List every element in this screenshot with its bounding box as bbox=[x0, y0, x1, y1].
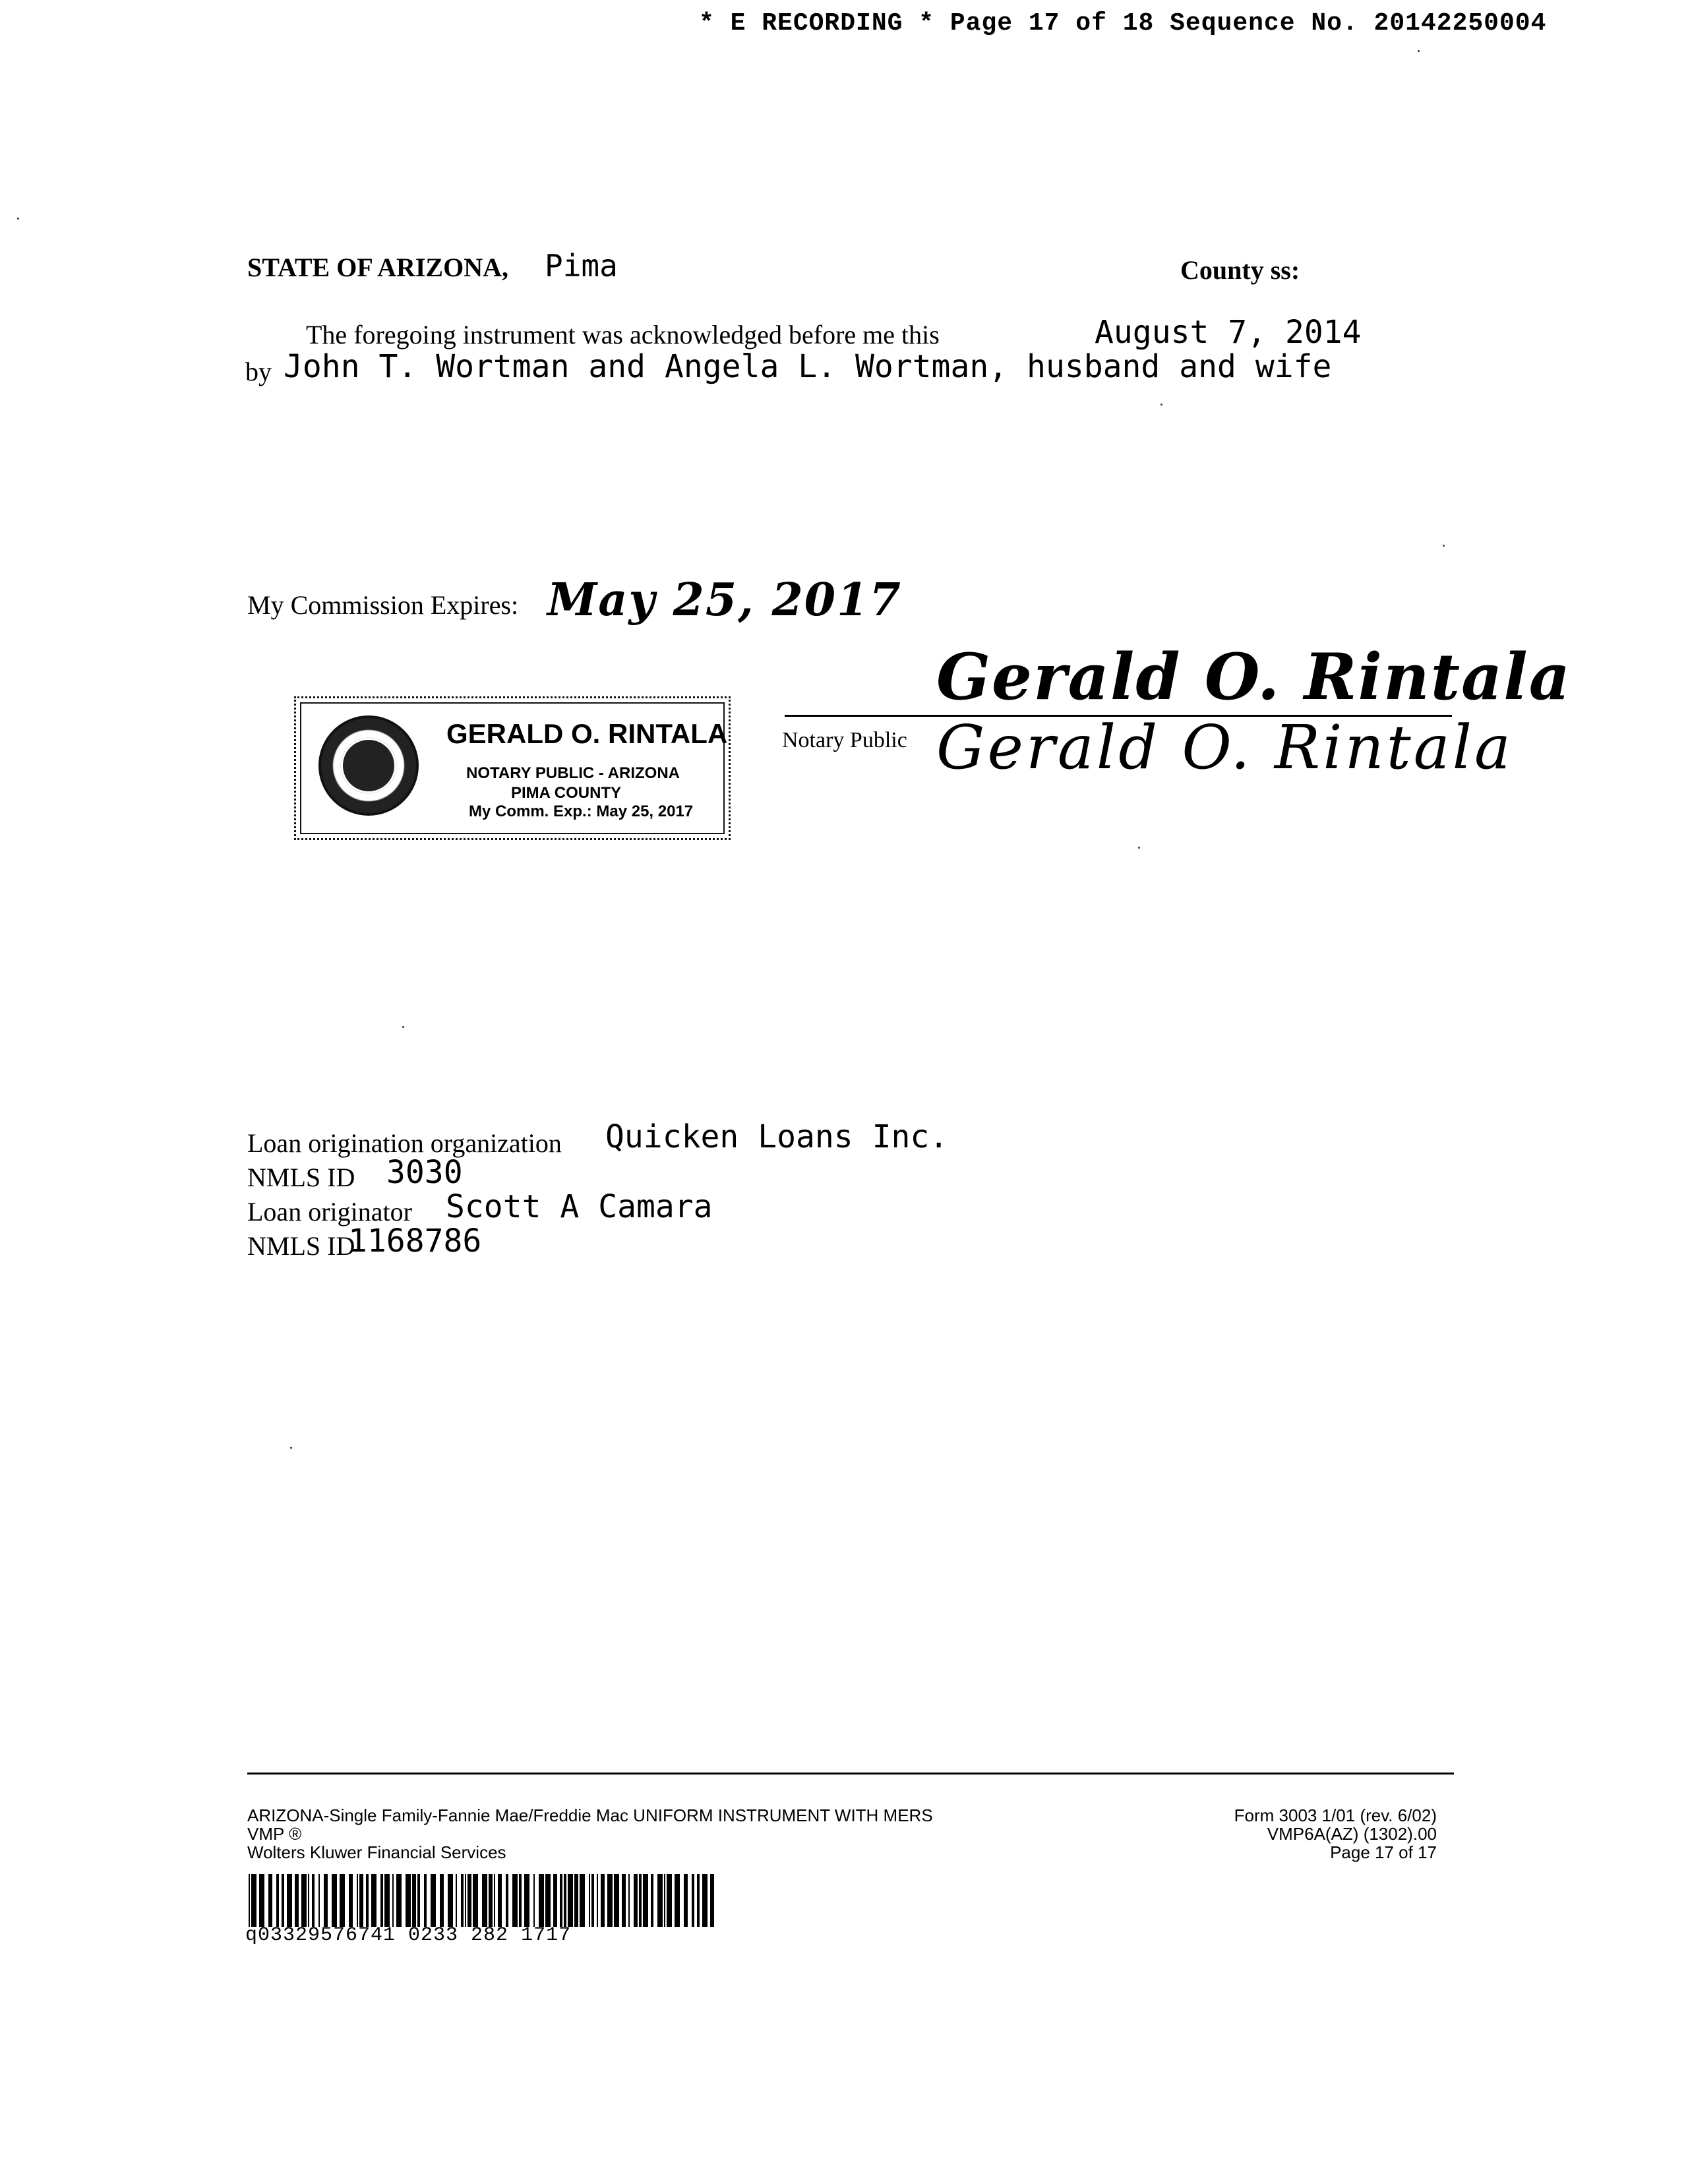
barcode-bar bbox=[506, 1874, 508, 1927]
barcode-bar bbox=[591, 1874, 594, 1927]
acknowledged-names: John T. Wortman and Angela L. Wortman, husband and wife bbox=[284, 348, 1332, 385]
barcode-bar bbox=[417, 1874, 420, 1927]
notary-public-label: Notary Public bbox=[782, 728, 907, 752]
barcode-bar bbox=[359, 1874, 363, 1927]
barcode-bar bbox=[539, 1874, 544, 1927]
barcode-bar bbox=[396, 1874, 402, 1927]
scan-speck bbox=[1418, 50, 1420, 52]
barcode-bar bbox=[545, 1874, 551, 1927]
notary-stamp bbox=[294, 696, 731, 840]
barcode-bar bbox=[287, 1874, 292, 1927]
scan-speck bbox=[402, 1026, 404, 1028]
barcode-bar bbox=[614, 1874, 619, 1927]
barcode-bar bbox=[574, 1874, 578, 1927]
by-label: by bbox=[245, 357, 272, 386]
loan-originator-label: Loan originator bbox=[247, 1197, 412, 1227]
barcode-bar bbox=[251, 1874, 256, 1927]
barcode-bar bbox=[622, 1874, 626, 1927]
barcode-bar bbox=[268, 1874, 272, 1927]
barcode-bar bbox=[332, 1874, 337, 1927]
notary-printed-name: Gerald O. Rintala bbox=[936, 712, 1513, 783]
footer-rule bbox=[247, 1773, 1454, 1774]
acknowledgment-date: August 7, 2014 bbox=[1095, 314, 1362, 351]
barcode-bar bbox=[301, 1874, 307, 1927]
recording-header: * E RECORDING * Page 17 of 18 Sequence No. 20142250004 bbox=[699, 9, 1547, 38]
barcode-bar bbox=[384, 1874, 390, 1927]
barcode-bar bbox=[295, 1874, 299, 1927]
barcode-bar bbox=[643, 1874, 648, 1927]
scan-speck bbox=[17, 218, 19, 220]
footer-form-title: ARIZONA-Single Family-Fannie Mae/Freddie Mac UNIFORM INSTRUMENT WITH MERS bbox=[247, 1805, 933, 1825]
footer-vmp: VMP ® bbox=[247, 1824, 302, 1844]
stamp-county: PIMA COUNTY bbox=[511, 784, 622, 802]
barcode-bar bbox=[312, 1874, 315, 1927]
barcode-bar bbox=[692, 1874, 694, 1927]
loan-org-label: Loan origination organization bbox=[247, 1128, 562, 1158]
barcode-bar bbox=[366, 1874, 369, 1927]
barcode-bar bbox=[357, 1874, 358, 1927]
barcode-bar bbox=[564, 1874, 566, 1927]
barcode-bar bbox=[473, 1874, 478, 1927]
barcode-bar bbox=[276, 1874, 279, 1927]
barcode-bar bbox=[651, 1874, 653, 1927]
barcode-bar bbox=[259, 1874, 264, 1927]
barcode-bar bbox=[710, 1874, 714, 1927]
barcode-bar bbox=[392, 1874, 394, 1927]
barcode-bar bbox=[639, 1874, 642, 1927]
barcode-bar bbox=[498, 1874, 502, 1927]
barcode-bar bbox=[465, 1874, 466, 1927]
stamp-title: NOTARY PUBLIC - ARIZONA bbox=[466, 764, 680, 782]
loan-originator-value: Scott A Camara bbox=[446, 1188, 713, 1225]
barcode-bar bbox=[697, 1874, 700, 1927]
acknowledgment-text: The foregoing instrument was acknowledged before me this bbox=[306, 320, 940, 349]
barcode-bar bbox=[634, 1874, 638, 1927]
barcode-bar bbox=[249, 1874, 250, 1927]
barcode-bar bbox=[380, 1874, 383, 1927]
barcode-bar bbox=[371, 1874, 377, 1927]
barcode-bar bbox=[467, 1874, 471, 1927]
barcode-bar bbox=[494, 1874, 495, 1927]
barcode-bar bbox=[519, 1874, 522, 1927]
barcode-bar bbox=[702, 1874, 708, 1927]
barcode-bar bbox=[308, 1874, 309, 1927]
barcode-bar bbox=[533, 1874, 535, 1927]
scan-speck bbox=[1138, 847, 1140, 849]
scan-speck bbox=[1443, 545, 1445, 547]
footer-form-code: VMP6A(AZ) (1302).00 bbox=[1267, 1824, 1437, 1844]
barcode-bar bbox=[324, 1874, 328, 1927]
barcode-bar bbox=[349, 1874, 353, 1927]
footer-form-number: Form 3003 1/01 (rev. 6/02) bbox=[1234, 1805, 1437, 1825]
barcode-bar bbox=[580, 1874, 585, 1927]
barcode-bar bbox=[601, 1874, 605, 1927]
barcode-bar bbox=[568, 1874, 573, 1927]
barcode-bar bbox=[340, 1874, 345, 1927]
county-name: Pima bbox=[545, 248, 618, 284]
notary-signature: Gerald O. Rintala bbox=[936, 640, 1571, 714]
barcode-bar bbox=[456, 1874, 457, 1927]
barcode-bar bbox=[524, 1874, 529, 1927]
scan-speck bbox=[290, 1447, 292, 1449]
originator-nmls-value: 1168786 bbox=[348, 1223, 482, 1259]
footer-publisher: Wolters Kluwer Financial Services bbox=[247, 1842, 506, 1862]
barcode-bar bbox=[589, 1874, 590, 1927]
barcode-number: q03329576741 0233 282 1717 bbox=[245, 1924, 572, 1947]
barcode-bar bbox=[448, 1874, 453, 1927]
stamp-name: GERALD O. RINTALA bbox=[446, 718, 728, 749]
loan-org-value: Quicken Loans Inc. bbox=[605, 1118, 949, 1155]
barcode-bar bbox=[560, 1874, 562, 1927]
barcode-bar bbox=[667, 1874, 672, 1927]
barcode-bar bbox=[406, 1874, 411, 1927]
barcode-bar bbox=[431, 1874, 436, 1927]
barcode-bar bbox=[607, 1874, 613, 1927]
footer-page-number: Page 17 of 17 bbox=[1330, 1842, 1437, 1862]
barcode-bar bbox=[282, 1874, 284, 1927]
notary-stamp-border bbox=[300, 702, 728, 834]
stamp-expiration: My Comm. Exp.: May 25, 2017 bbox=[469, 803, 694, 820]
barcode-bar bbox=[489, 1874, 493, 1927]
originator-nmls-label: NMLS ID bbox=[247, 1231, 355, 1261]
county-ss-label: County ss: bbox=[1180, 255, 1300, 285]
barcode-bar bbox=[657, 1874, 663, 1927]
state-label: STATE OF ARIZONA, bbox=[247, 253, 508, 282]
org-nmls-value: 3030 bbox=[386, 1154, 463, 1191]
barcode-bar bbox=[482, 1874, 487, 1927]
barcode-bar bbox=[424, 1874, 427, 1927]
barcode-icon bbox=[247, 1874, 722, 1927]
commission-expires-label: My Commission Expires: bbox=[247, 590, 519, 620]
barcode-bar bbox=[628, 1874, 630, 1927]
state-seal-icon bbox=[318, 715, 419, 816]
barcode-bar bbox=[675, 1874, 680, 1927]
barcode-bar bbox=[597, 1874, 598, 1927]
commission-expires-date: May 25, 2017 bbox=[547, 574, 902, 626]
barcode-bar bbox=[440, 1874, 444, 1927]
barcode-bar bbox=[553, 1874, 557, 1927]
barcode-bar bbox=[512, 1874, 518, 1927]
barcode-bar bbox=[412, 1874, 416, 1927]
org-nmls-label: NMLS ID bbox=[247, 1163, 355, 1192]
barcode-bar bbox=[684, 1874, 688, 1927]
barcode-bar bbox=[664, 1874, 665, 1927]
scan-speck bbox=[1160, 404, 1162, 406]
barcode-bar bbox=[318, 1874, 320, 1927]
barcode-bar bbox=[461, 1874, 464, 1927]
